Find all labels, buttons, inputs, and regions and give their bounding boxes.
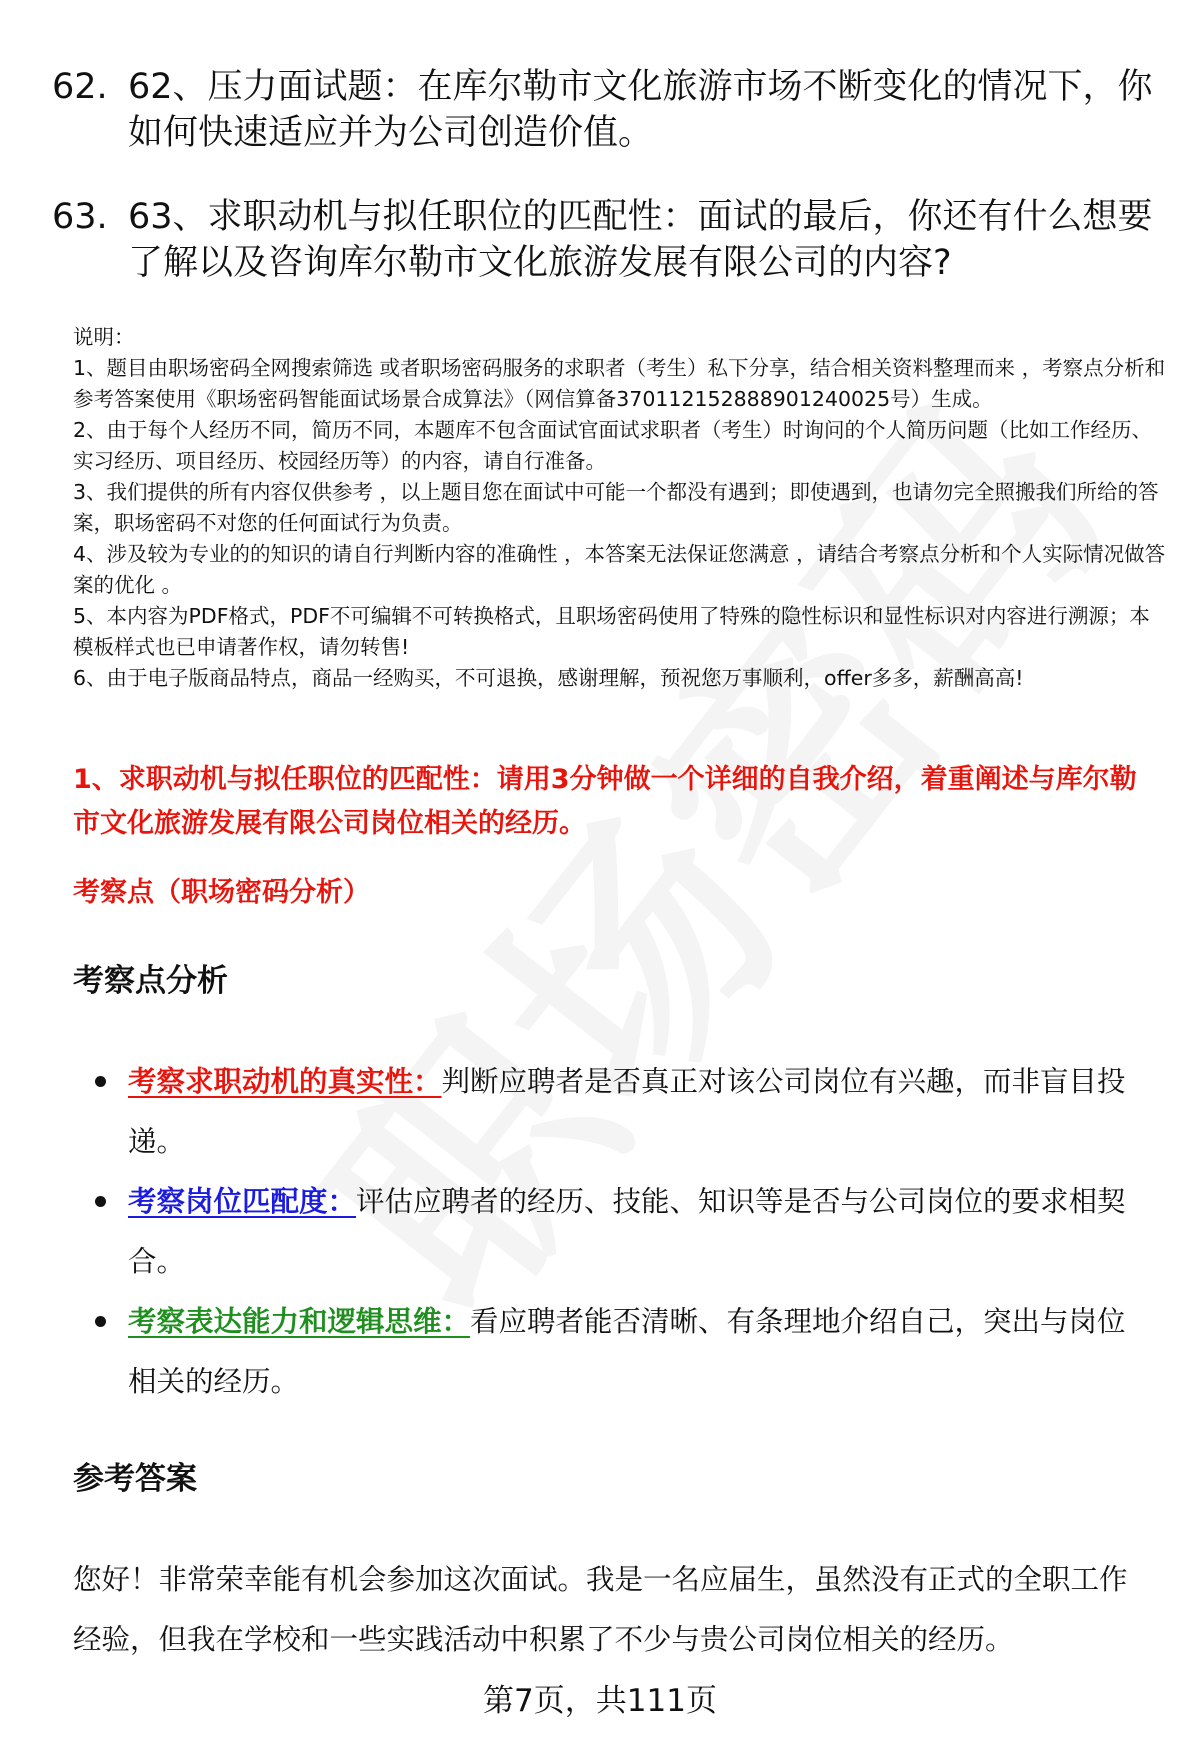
answer-text: 您好！非常荣幸能有机会参加这次面试。我是一名应届生，虽然没有正式的全职工作经验，但我在学校和一些实践活动中积累了不少与贵公司岗位相关的经历。: [73, 1563, 1128, 1656]
answer-title: 参考答案: [73, 1461, 197, 1497]
list-item: [95, 1292, 1145, 1412]
question-number: 62.: [52, 67, 108, 107]
question-number: 63.: [52, 197, 108, 237]
bullet-text: 评估应聘者的经历、技能、知识等是否与公司岗位的要求相契合。: [128, 1185, 1126, 1278]
bullet-text: 判断应聘者是否真正对该公司岗位有兴趣，而非盲目投递。: [128, 1065, 1126, 1158]
question-text: 62、压力面试题：在库尔勒市文化旅游市场不断变化的情况下，你如何快速适应并为公司创造价值。: [128, 67, 1153, 153]
bullet-icon: [95, 1076, 106, 1087]
bullet-text: 看应聘者能否清晰、有条理地介绍自己，突出与岗位相关的经历。: [128, 1305, 1126, 1398]
analysis-title: 考察点分析: [73, 963, 228, 999]
notes-title: 说明：: [73, 325, 135, 349]
bullet-icon: [95, 1316, 106, 1327]
analysis-list: [95, 1052, 1145, 1412]
note-item: 3、我们提供的所有内容仅供参考 ，以上题目您在面试中可能一个都没有遇到；即使遇到，也请勿完全照搬我们所给的答案，职场密码不对您的任何面试行为负责。: [73, 480, 1159, 535]
note-item: 5、本内容为PDF格式，PDF不可编辑不可转换格式，且职场密码使用了特殊的隐性标识和显性标识对内容进行溯源；本模板样式也已申请著作权，请勿转售!: [73, 604, 1150, 659]
note-item: 6、由于电子版商品特点，商品一经购买，不可退换，感谢理解，预祝您万事顺利，offer多多，薪酬高高!: [73, 666, 1024, 690]
note-item: 4、涉及较为专业的的知识的请自行判断内容的准确性 ，本答案无法保证您满意 ，请结合考察点分析和个人实际情况做答案的优化 。: [73, 542, 1166, 597]
analysis-label: 考察点（职场密码分析）: [73, 877, 370, 908]
page-number: 第7页，共111页: [483, 1683, 717, 1719]
bullet-key: 考察求职动机的真实性：: [128, 1065, 442, 1098]
question-63: [52, 194, 1162, 286]
bullet-icon: [95, 1196, 106, 1207]
question-62: [52, 64, 1162, 156]
bullet-key: 考察表达能力和逻辑思维：: [128, 1305, 471, 1338]
notes-section: [73, 322, 1168, 694]
question-text: 63、求职动机与拟任职位的匹配性：面试的最后，你还有什么想要了解以及咨询库尔勒市文化旅游发展有限公司的内容?: [128, 197, 1153, 283]
list-item: [95, 1172, 1145, 1292]
question-heading: 1、求职动机与拟任职位的匹配性：请用3分钟做一个详细的自我介绍，着重阐述与库尔勒市文化旅游发展有限公司岗位相关的经历。: [73, 764, 1137, 839]
note-item: 1、题目由职场密码全网搜索筛选 或者职场密码服务的求职者（考生）私下分享，结合相关资料整理而来 ，考察点分析和参考答案使用《职场密码智能面试场景合成算法》（网信算备370112152888901240025号）生成。: [73, 356, 1166, 411]
bullet-key: 考察岗位匹配度：: [128, 1185, 357, 1218]
note-item: 2、由于每个人经历不同，简历不同，本题库不包含面试官面试求职者（考生）时询问的个人简历问题（比如工作经历、实习经历、项目经历、校园经历等）的内容，请自行准备。: [73, 418, 1153, 473]
list-item: [95, 1052, 1145, 1172]
